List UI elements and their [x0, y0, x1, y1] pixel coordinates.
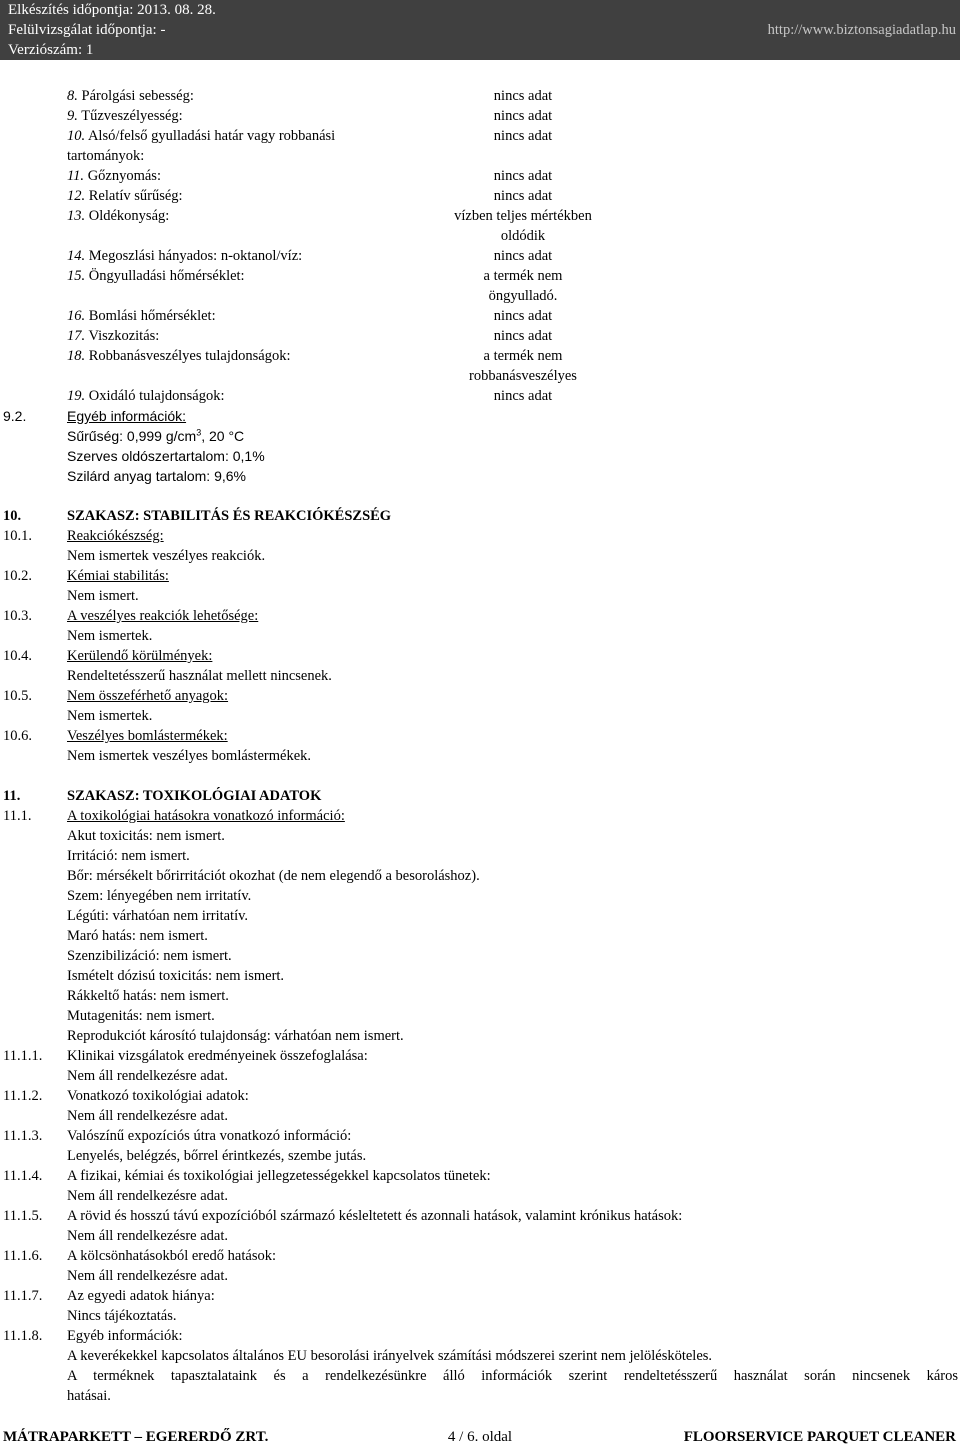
toxicology-line: Reprodukciót károsító tulajdonság: várhatóan nem ismert.	[67, 1028, 404, 1044]
property-value-continued: robbanásveszélyes	[469, 368, 577, 384]
property-label	[67, 106, 183, 126]
subsection-title: Valószínű expozíciós útra vonatkozó információ:	[67, 1128, 352, 1144]
toxicology-lines	[0, 826, 960, 1046]
subsection-title: Kémiai stabilitás:	[67, 568, 169, 584]
subsection-number: 10.3.	[3, 608, 32, 624]
toxicology-line: Bőr: mérsékelt bőrirritációt okozhat (de nem elegendő a besoroláshoz).	[67, 868, 480, 884]
section-9-2	[0, 406, 960, 486]
toxicology-line: Irritáció: nem ismert.	[67, 848, 190, 864]
toxicology-line: Maró hatás: nem ismert.	[67, 928, 208, 944]
review-date: Felülvizsgálat időpontja: -	[8, 22, 166, 38]
toxicology-line: Ismételt dózisú toxicitás: nem ismert.	[67, 968, 285, 984]
subsection-number: 11.1.6.	[3, 1248, 43, 1264]
property-name: Gőznyomás:	[87, 168, 161, 184]
toxicology-line: Szenzibilizáció: nem ismert.	[67, 948, 232, 964]
subsection-number: 10.1.	[3, 528, 32, 544]
subsection-number: 11.1.4.	[3, 1168, 43, 1184]
subsection-title: Klinikai vizsgálatok eredményeinek összefoglalása:	[67, 1048, 368, 1064]
section-10	[0, 506, 960, 766]
subsection-text: Rendeltetésszerű használat mellett nincsenek.	[67, 668, 332, 684]
subsection-title: A kölcsönhatásokból eredő hatások:	[67, 1248, 276, 1264]
subsection-title: A toxikológiai hatásokra vonatkozó információ:	[67, 808, 345, 824]
subsection-number: 11.1.2.	[3, 1088, 43, 1104]
property-value: a termék nem	[483, 268, 563, 284]
subsection-text: Nem ismertek veszélyes reakciók.	[67, 548, 266, 564]
subsection-title: Reakciókészség:	[67, 528, 164, 544]
subsection-text: Nincs tájékoztatás.	[67, 1308, 177, 1324]
section-number: 10.	[3, 508, 22, 524]
subsection-title: A fizikai, kémiai és toxikológiai jellegzetességekkel kapcsolatos tünetek:	[67, 1168, 491, 1184]
property-name: Öngyulladási hőmérséklet:	[88, 268, 245, 284]
section-10-items	[0, 526, 960, 766]
subsection-title: Veszélyes bomlástermékek:	[67, 728, 228, 744]
property-number: 12.	[67, 188, 86, 204]
property-label	[67, 126, 335, 146]
subsection-text: Lenyelés, belégzés, bőrrel érintkezés, szembe jutás.	[67, 1148, 367, 1164]
property-value-continued: oldódik	[500, 228, 546, 244]
subsection-number: 10.2.	[3, 568, 32, 584]
property-number: 19.	[67, 388, 86, 404]
subsection-number: 11.1.7.	[3, 1288, 43, 1304]
property-value: nincs adat	[493, 108, 553, 124]
page-footer	[0, 1427, 960, 1447]
property-name: Relatív sűrűség:	[88, 188, 183, 204]
subsection-text: Nem áll rendelkezésre adat.	[67, 1068, 229, 1084]
subsection-number: 11.1.3.	[3, 1128, 43, 1144]
properties-list	[0, 86, 960, 406]
property-value: nincs adat	[493, 308, 553, 324]
property-value: nincs adat	[493, 248, 553, 264]
subsection-title: Vonatkozó toxikológiai adatok:	[67, 1088, 249, 1104]
property-label	[67, 166, 161, 186]
property-name: Oldékonyság:	[88, 208, 170, 224]
subsection-text: Nem áll rendelkezésre adat.	[67, 1108, 229, 1124]
subsection-title: Kerülendő körülmények:	[67, 648, 213, 664]
property-name: Bomlási hőmérséklet:	[88, 308, 216, 324]
other-info-text: hatásai.	[67, 1388, 111, 1404]
property-label	[67, 246, 302, 266]
property-label	[67, 306, 216, 326]
property-label	[67, 86, 194, 106]
other-info-text: A terméknek tapasztalataink és a rendelkezésünkre álló információk szerint rendeltetésszerű használat során nincsenek káros	[67, 1368, 958, 1384]
property-label	[67, 266, 245, 286]
section-title: Egyéb információk:	[67, 408, 187, 424]
section-heading: SZAKASZ: TOXIKOLÓGIAI ADATOK	[67, 788, 322, 804]
subsection-number: 11.1.1.	[3, 1048, 43, 1064]
property-value-continued: öngyulladó.	[488, 288, 558, 304]
subsection-11-1-8	[0, 1326, 960, 1406]
product-name: FLOORSERVICE PARQUET CLEANER	[683, 1429, 956, 1445]
property-number: 17.	[67, 328, 86, 344]
subsection-number: 10.4.	[3, 648, 32, 664]
subsection-text: Nem ismertek.	[67, 628, 153, 644]
property-name: Párolgási sebesség:	[81, 88, 194, 104]
subsection-number: 10.6.	[3, 728, 32, 744]
subsection-title: Az egyedi adatok hiánya:	[67, 1288, 215, 1304]
subsection-text: Nem áll rendelkezésre adat.	[67, 1228, 229, 1244]
property-number: 9.	[67, 108, 78, 124]
property-name: Viszkozitás:	[88, 328, 160, 344]
subsection-title: A veszélyes reakciók lehetősége:	[67, 608, 259, 624]
property-label	[67, 386, 224, 406]
density-line: Sűrűség: 0,999 $g/cm^3$, 20 °C	[67, 427, 245, 444]
section-number: 11.	[3, 788, 21, 804]
section-11	[0, 786, 960, 1406]
property-name: Robbanásveszélyes tulajdonságok:	[88, 348, 291, 364]
subsection-title: Egyéb információk:	[67, 1328, 183, 1344]
toxicology-line: Légúti: várhatóan nem irritatív.	[67, 908, 249, 924]
property-label	[67, 206, 169, 226]
property-number: 13.	[67, 208, 86, 224]
page-header	[0, 0, 960, 60]
website-link[interactable]: http://www.biztonsagiadatlap.hu	[767, 22, 956, 38]
toxicology-line: Akut toxicitás: nem ismert.	[67, 828, 225, 844]
property-label	[67, 326, 159, 346]
property-number: 16.	[67, 308, 86, 324]
section-heading: SZAKASZ: STABILITÁS ÉS REAKCIÓKÉSZSÉG	[67, 508, 392, 524]
toxicology-line: Szem: lényegében nem irritatív.	[67, 888, 252, 904]
property-value: nincs adat	[493, 188, 553, 204]
property-number: 10.	[67, 128, 86, 144]
property-value: vízben teljes mértékben	[454, 208, 592, 224]
solvent-content: Szerves oldószertartalom: 0,1%	[67, 448, 265, 464]
subsection-text: Nem áll rendelkezésre adat.	[67, 1268, 229, 1284]
property-number: 18.	[67, 348, 86, 364]
company-name: MÁTRAPARKETT – EGERERDŐ ZRT.	[3, 1429, 269, 1445]
property-name-continued: tartományok:	[67, 148, 145, 164]
subsection-number: 11.1.8.	[3, 1328, 43, 1344]
property-name: Alsó/felső gyulladási határ vagy robbanási	[87, 128, 336, 144]
subsection-title: A rövid és hosszú távú expozícióból származó késleltetett és azonnali hatások, valamint krónikus hatások:	[67, 1208, 683, 1224]
property-value: nincs adat	[493, 168, 553, 184]
subsection-text: Nem ismert.	[67, 588, 139, 604]
subsection-number: 11.1.5.	[3, 1208, 43, 1224]
property-value: nincs adat	[493, 128, 553, 144]
property-number: 15.	[67, 268, 86, 284]
property-value: nincs adat	[493, 88, 553, 104]
version-number: Verziószám: 1	[8, 42, 94, 58]
property-value: nincs adat	[493, 388, 553, 404]
property-number: 14.	[67, 248, 86, 264]
property-value: a termék nem	[483, 348, 563, 364]
property-name: Oxidáló tulajdonságok:	[88, 388, 225, 404]
subsection-title: Nem összeférhető anyagok:	[67, 688, 229, 704]
property-name: Tűzveszélyesség:	[81, 108, 183, 124]
solid-content: Szilárd anyag tartalom: 9,6%	[67, 468, 246, 484]
subsection-number: 10.5.	[3, 688, 32, 704]
subsection-text: Nem áll rendelkezésre adat.	[67, 1188, 229, 1204]
document-body	[0, 86, 960, 1406]
property-value: nincs adat	[493, 328, 553, 344]
subsection-text: Nem ismertek veszélyes bomlástermékek.	[67, 748, 312, 764]
created-date: Elkészítés időpontja: 2013. 08. 28.	[8, 2, 216, 18]
toxicology-line: Mutagenitás: nem ismert.	[67, 1008, 215, 1024]
subsection-text: Nem ismertek.	[67, 708, 153, 724]
page-number: 4 / 6. oldal	[447, 1429, 513, 1445]
property-label	[67, 186, 183, 206]
property-number: 8.	[67, 88, 78, 104]
property-number: 11.	[67, 168, 85, 184]
property-name: Megoszlási hányados: n-oktanol/víz:	[88, 248, 303, 264]
subsection-number: 11.1.	[3, 808, 32, 824]
property-label	[67, 346, 291, 366]
section-number: 9.2.	[3, 408, 27, 424]
toxicology-line: Rákkeltő hatás: nem ismert.	[67, 988, 229, 1004]
other-info-text: A keverékekkel kapcsolatos általános EU besorolási irányelvek számítási módszerei szerint nem jelölésköteles.	[67, 1348, 713, 1364]
section-11-items	[0, 1046, 960, 1326]
